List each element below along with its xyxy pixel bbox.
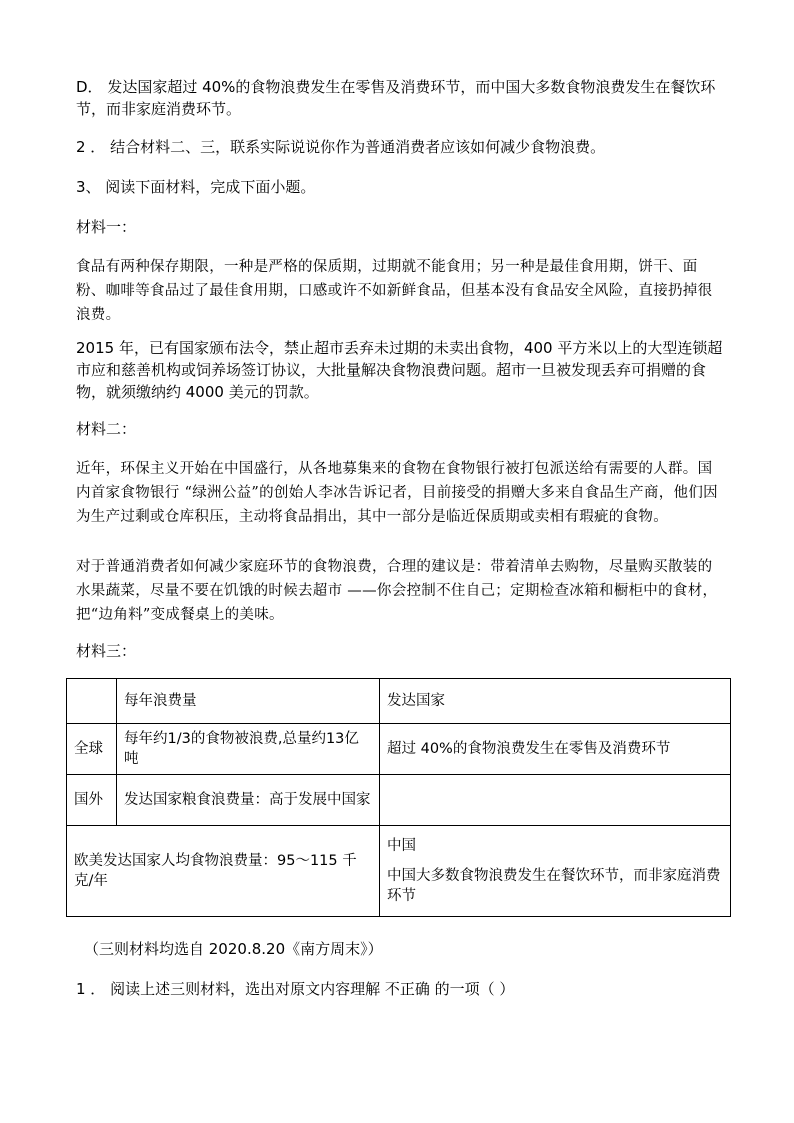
china-label: 中国 [387, 838, 416, 854]
table-cell: 全球 [67, 724, 117, 775]
table-row-per-capita [67, 826, 731, 917]
china-detail: 中国大多数食物浪费发生在餐饮环节，而非家庭消费环节 [387, 868, 721, 904]
material-2-title: 材料二： [76, 420, 137, 438]
table-cell: 欧美发达国家人均食物浪费量：95～115 千克/年 [67, 826, 380, 917]
material-1-title: 材料一： [76, 218, 137, 236]
question-3-intro: 3、 阅读下面材料，完成下面小题。 [76, 178, 316, 196]
table-cell: 国外 [67, 775, 117, 826]
table-row-abroad [67, 775, 731, 826]
material-2-para-2: 对于普通消费者如何减少家庭环节的食物浪费，合理的建议是：带着清单去购物，尽量购买散装的水果蔬菜，尽量不要在饥饿的时候去超市 ——你会控制不住自己；定期检查冰箱和橱柜中的食材，把“边角料”变成餐桌上的美味。 [76, 559, 718, 623]
material-1-para-1: 食品有两种保存期限，一种是严格的保质期，过期就不能食用；另一种是最佳食用期，饼干、面粉、咖啡等食品过了最佳食用期，口感或许不如新鲜食品，但基本没有食品安全风险，直接扔掉很浪费。 [76, 259, 713, 323]
table-row-global [67, 724, 731, 775]
table-cell: 发达国家 [380, 679, 731, 724]
option-d: D． 发达国家超过 40%的食物浪费发生在零售及消费环节，而中国大多数食物浪费发生在餐饮环节，而非家庭消费环节。 [76, 78, 716, 118]
table-cell: 发达国家粮食浪费量：高于发展中国家 [117, 775, 380, 826]
material-3-title: 材料三： [76, 642, 137, 660]
table-cell [380, 775, 731, 826]
question-2: 2 ． 结合材料二、三，联系实际说说你作为普通消费者应该如何减少食物浪费。 [76, 138, 606, 156]
table-cell: 每年浪费量 [117, 679, 380, 724]
table-cell: 超过 40%的食物浪费发生在零售及消费环节 [380, 724, 731, 775]
material-1-para-2: 2015 年，已有国家颁布法令，禁止超市丢弃未过期的未卖出食物，400 平方米以上的大型连锁超市应和慈善机构或饲养场签订协议，大批量解决食物浪费问题。超市一旦被发现丢弃可捐赠的食物，就须缴纳约 4000 美元的罚款。 [76, 339, 723, 401]
table-cell [67, 679, 117, 724]
question-1: 1 ． 阅读上述三则材料，选出对原文内容理解 不正确 的一项（ ） [76, 980, 515, 998]
material-3-table [66, 678, 731, 917]
table-cell-china [380, 826, 731, 917]
material-2-para-1: 近年，环保主义开始在中国盛行，从各地募集来的食物在食物银行被打包派送给有需要的人群。国内首家食物银行 “绿洲公益”的创始人李冰告诉记者，目前接受的捐赠大多来自食品生产商，他们因为生产过剩或仓库积压，主动将食品捐出，其中一部分是临近保质期或卖相有瑕疵的食物。 [76, 461, 718, 525]
source-note: （三则材料均选自 2020.8.20《南方周末》） [84, 940, 383, 958]
table-cell: 每年约1/3的食物被浪费,总量约13亿吨 [117, 724, 380, 775]
table-header-row [67, 679, 731, 724]
